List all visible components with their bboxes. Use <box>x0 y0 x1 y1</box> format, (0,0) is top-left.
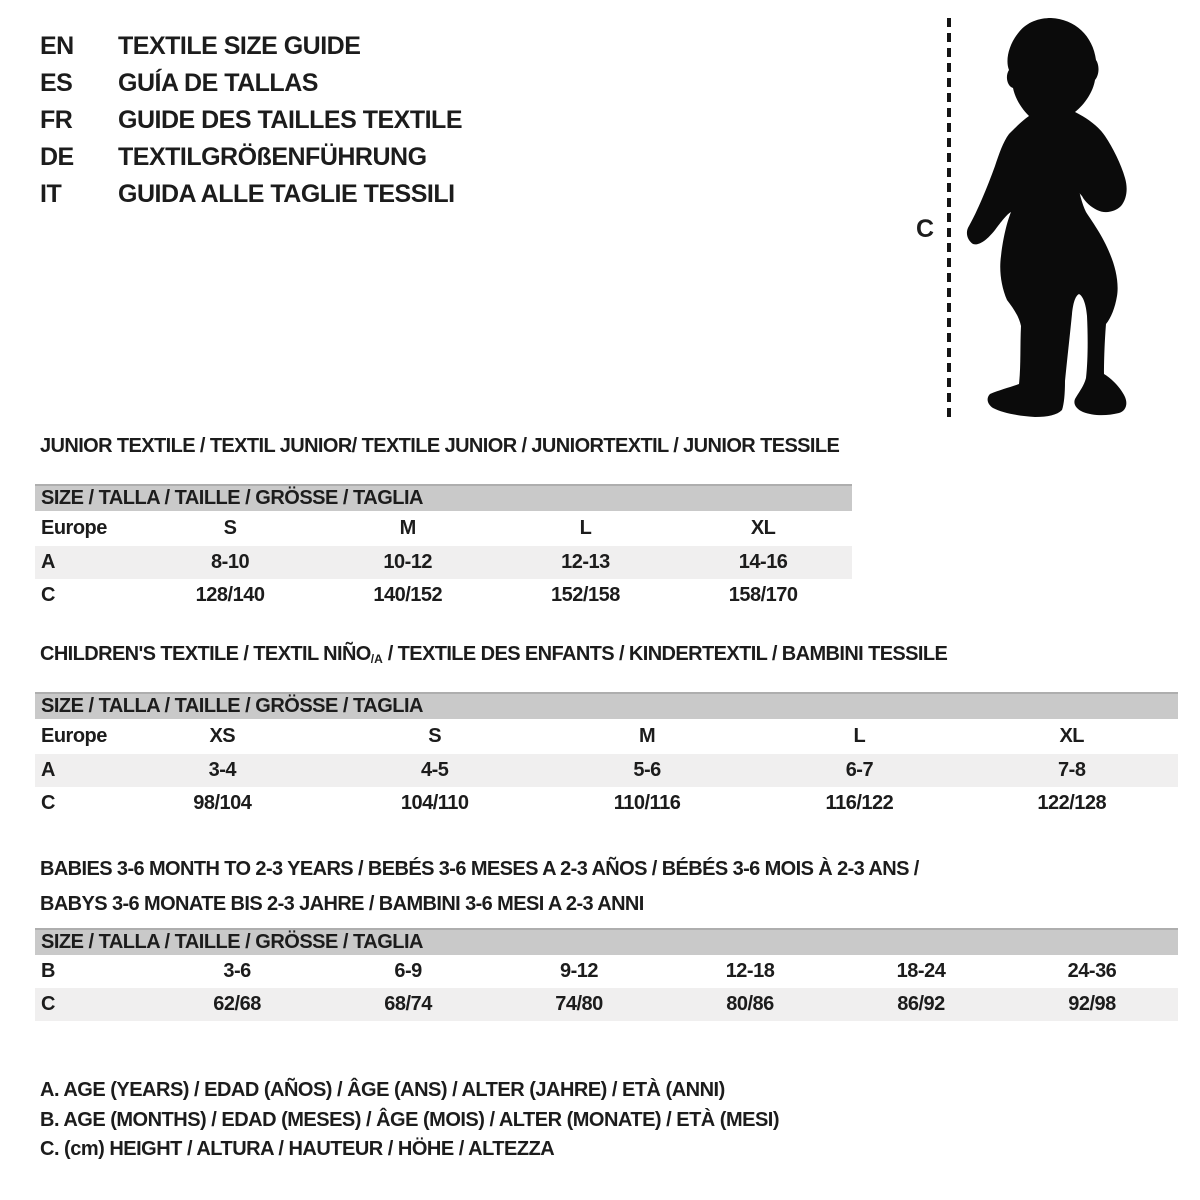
row-label: Europe <box>41 517 107 539</box>
size-cell: L <box>853 725 866 747</box>
value-cell: 104/110 <box>400 792 469 814</box>
lang-title: TEXTILGRÖßENFÜHRUNG <box>118 143 427 171</box>
size-header-band <box>35 484 852 511</box>
children-title-suffix: / TEXTILE DES ENFANTS / KINDERTEXTIL / BAMBINI TESSILE <box>382 643 948 665</box>
row-label: A <box>41 759 55 781</box>
table-row-height <box>35 988 1178 1021</box>
table-row-europe <box>35 511 852 546</box>
junior-size-table <box>35 484 852 612</box>
value-cell: 74/80 <box>555 993 603 1015</box>
language-title-block <box>40 28 462 213</box>
value-cell: 18-24 <box>896 960 946 982</box>
height-measure-label: C <box>916 215 934 243</box>
size-cell: XS <box>209 725 236 747</box>
value-cell: 98/104 <box>193 792 252 814</box>
lang-title: GUÍA DE TALLAS <box>118 69 318 97</box>
lang-code: FR <box>40 106 73 134</box>
size-cell: M <box>638 725 656 747</box>
value-cell: 7-8 <box>1058 759 1086 781</box>
value-cell: 8-10 <box>211 551 250 573</box>
children-title-subscript: /A <box>370 652 383 666</box>
lang-title: TEXTILE SIZE GUIDE <box>118 32 361 60</box>
value-cell: 80/86 <box>726 993 774 1015</box>
value-cell: 3-6 <box>223 960 251 982</box>
value-cell: 152/158 <box>551 584 620 606</box>
table-row-age <box>35 754 1178 787</box>
note-c: C. (cm) HEIGHT / ALTURA / HAUTEUR / HÖHE / ALTEZZA <box>40 1138 555 1161</box>
value-cell: 140/152 <box>373 584 443 606</box>
babies-title-line2: BABYS 3-6 MONATE BIS 2-3 JAHRE / BAMBINI 3-6 MESI A 2-3 ANNI <box>40 893 644 915</box>
value-cell: 10-12 <box>383 551 433 573</box>
table-row-height <box>35 787 1178 820</box>
children-title-prefix: CHILDREN'S TEXTILE / TEXTIL NIÑO <box>40 643 371 665</box>
size-cell: L <box>579 517 592 539</box>
toddler-silhouette-image <box>962 16 1144 420</box>
row-label: C <box>41 993 55 1015</box>
value-cell: 122/128 <box>1037 792 1107 814</box>
value-cell: 110/116 <box>613 792 681 814</box>
row-label: C <box>41 584 55 606</box>
note-b: B. AGE (MONTHS) / EDAD (MESES) / ÂGE (MOIS) / ALTER (MONATE) / ETÀ (MESI) <box>40 1108 780 1131</box>
lang-title: GUIDA ALLE TAGLIE TESSILI <box>118 180 455 208</box>
value-cell: 24-36 <box>1067 960 1117 982</box>
size-cell: S <box>428 725 442 747</box>
children-section-title <box>40 643 947 666</box>
value-cell: 14-16 <box>738 551 788 573</box>
value-cell: 92/98 <box>1068 993 1116 1015</box>
note-a: A. AGE (YEARS) / EDAD (AÑOS) / ÂGE (ANS) / ALTER (JAHRE) / ETÀ (ANNI) <box>40 1079 725 1102</box>
row-label: C <box>41 792 55 814</box>
value-cell: 3-4 <box>208 759 237 781</box>
lang-title: GUIDE DES TAILLES TEXTILE <box>118 106 463 134</box>
babies-size-table <box>35 928 1178 1021</box>
junior-section-title: JUNIOR TEXTILE / TEXTIL JUNIOR/ TEXTILE JUNIOR / JUNIORTEXTIL / JUNIOR TESSILE <box>40 435 840 457</box>
babies-section-title <box>40 852 919 922</box>
children-size-table <box>35 692 1178 820</box>
lang-code: DE <box>40 143 74 171</box>
height-measure-dashed-line <box>946 18 952 418</box>
row-label: Europe <box>41 725 107 747</box>
table-row-age <box>35 546 852 579</box>
table-row-height <box>35 579 852 612</box>
lang-code: ES <box>40 69 73 97</box>
value-cell: 6-9 <box>394 960 422 982</box>
value-cell: 68/74 <box>384 993 432 1015</box>
size-header-label: SIZE / TALLA / TAILLE / GRÖSSE / TAGLIA <box>41 695 423 717</box>
lang-code: EN <box>40 32 74 60</box>
value-cell: 5-6 <box>633 759 661 781</box>
lang-row-it <box>40 176 462 213</box>
value-cell: 158/170 <box>728 584 798 606</box>
size-header-label: SIZE / TALLA / TAILLE / GRÖSSE / TAGLIA <box>41 931 423 953</box>
table-row-europe <box>35 719 1178 754</box>
babies-title-line1: BABIES 3-6 MONTH TO 2-3 YEARS / BEBÉS 3-6 MESES A 2-3 AÑOS / BÉBÉS 3-6 MOIS À 2-3 ANS / <box>40 858 919 880</box>
lang-code: IT <box>40 180 62 208</box>
value-cell: 62/68 <box>213 993 261 1015</box>
value-cell: 116/122 <box>825 792 894 814</box>
value-cell: 12-13 <box>561 551 610 573</box>
value-cell: 9-12 <box>560 960 599 982</box>
size-header-label: SIZE / TALLA / TAILLE / GRÖSSE / TAGLIA <box>41 487 423 509</box>
value-cell: 128/140 <box>195 584 265 606</box>
value-cell: 12-18 <box>725 960 775 982</box>
table-row-months <box>35 955 1178 988</box>
size-header-band <box>35 928 1178 955</box>
lang-row-en <box>40 28 462 65</box>
legend-notes <box>40 1076 779 1165</box>
lang-row-fr <box>40 102 462 139</box>
size-cell: XL <box>750 517 776 539</box>
size-cell: S <box>223 517 237 539</box>
size-cell: M <box>399 517 416 539</box>
value-cell: 86/92 <box>897 993 945 1015</box>
row-label: A <box>41 551 55 573</box>
size-header-band <box>35 692 1178 719</box>
row-label: B <box>41 960 55 982</box>
value-cell: 4-5 <box>420 759 449 781</box>
value-cell: 6-7 <box>845 759 874 781</box>
size-cell: XL <box>1059 725 1085 747</box>
lang-row-es <box>40 65 462 102</box>
lang-row-de <box>40 139 462 176</box>
